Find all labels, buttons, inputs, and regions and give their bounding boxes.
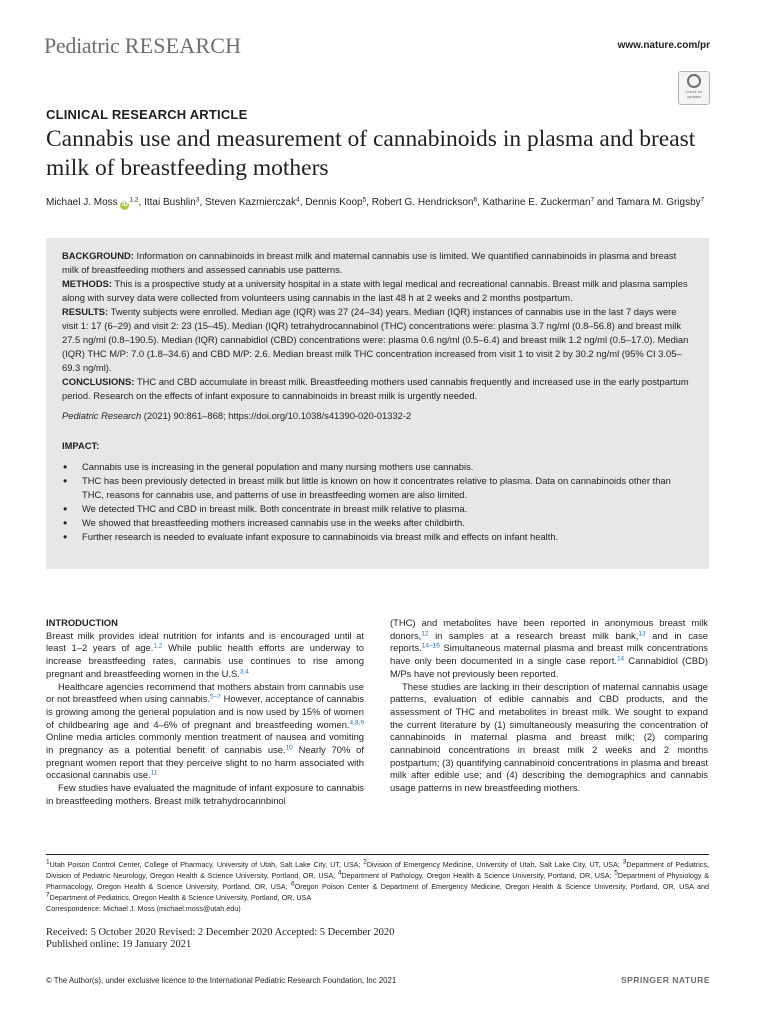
- abstract-results: [62, 305, 694, 375]
- paragraph-text: Breast milk provides ideal nutrition for infants and is encouraged until at least 1–2 years of age.: [46, 629, 364, 654]
- affiliation-text: Department of Pediatrics, Division of Pediatric Neurology, Oregon Health & Science University, Portland, OR, USA;: [46, 860, 709, 880]
- author-affiliation-sup: 7: [700, 196, 705, 204]
- reference-link[interactable]: 11: [150, 769, 158, 777]
- affiliations: [46, 859, 709, 914]
- check-for-updates-label: Check for updates: [685, 89, 703, 99]
- results-text: Twenty subjects were enrolled. Median age (IQR) was 27 (24–34) years. Median (IQR) instances of cannabis use in the last 7 days were visit 1: 17 (6–29) and visit 2: 23 (15–45). Median (IQR) tetrahydrocannabinol (THC) concentrations were: plasma 3.7 ng/ml (0.8–56.8) and breast milk 27.5 ng/ml (0.8–190.5). Median (IQR) cannabidiol (CBD) concentrations were: plasma 0.6 ng/ml (0.5–6.4) and breast milk 1.2 ng/ml (0.5–17.0). Median (IQR) THC M/P: 7.0 (1.8–34.6) and CBD M/P: 2.6. Median breast milk THC concentration increased from visit 1 to visit 2 by 30.2 ng/ml (95% CI 3.05–69.3 ng/ml).: [62, 306, 689, 373]
- paragraph-text: Simultaneous maternal plasma and breast milk concentrations have only been documented in a single case report.: [390, 642, 708, 667]
- paragraph-text: Cannabidiol (CBD) M/Ps have not previously been reported.: [390, 655, 708, 679]
- article-dates: [46, 927, 394, 951]
- abstract-conclusions: [62, 375, 694, 403]
- citation-line: [62, 409, 694, 423]
- intro-paragraph-2: [46, 681, 364, 783]
- impact-heading: IMPACT:: [62, 440, 100, 451]
- author-affiliation-sup: 6: [473, 196, 478, 204]
- dates-published: Published online: 19 January 2021: [46, 939, 192, 950]
- author-name: Dennis Koop: [305, 197, 363, 208]
- citation-journal: Pediatric Research: [62, 410, 142, 421]
- author-affiliation-sup: 5: [362, 196, 367, 204]
- author-affiliation-sup: 1,2: [129, 196, 139, 204]
- article-type: CLINICAL RESEARCH ARTICLE: [46, 107, 248, 122]
- dates-received: Received: 5 October 2020 Revised: 2 December 2020 Accepted: 5 December 2020: [46, 927, 395, 938]
- affiliation-text: Oregon Poison Center & Department of Emergency Medicine, Oregon Health & Science University, Portland, OR, USA and: [294, 882, 709, 891]
- copyright: © The Author(s), under exclusive licence to the International Pediatric Research Foundation, Inc 2021: [46, 976, 397, 985]
- affiliation-text: Utah Poison Control Center, College of Pharmacy, University of Utah, Salt Lake City, UT, USA;: [49, 860, 364, 869]
- affiliation-number: 5: [614, 869, 618, 877]
- intro-paragraph-3: Few studies have evaluated the magnitude of infant exposure to cannabis in breastfeeding mothers. Breast milk tetrahydrocannbinol: [46, 782, 364, 806]
- check-for-updates-badge[interactable]: [678, 71, 710, 105]
- affiliation-number: 3: [622, 858, 627, 866]
- reference-link[interactable]: 4,8,9: [349, 719, 364, 727]
- reference-link[interactable]: 12: [421, 630, 429, 638]
- affiliation-list: [46, 859, 709, 903]
- reference-link[interactable]: 5–7: [210, 693, 221, 701]
- paragraph-text: and in case reports.: [390, 629, 708, 654]
- author-affiliation-sup: 4: [296, 196, 300, 204]
- conclusions-text: THC and CBD accumulate in breast milk. Breastfeeding mothers used cannabis frequently and increased use in the early postpartum period. Research on the effects of infant exposure to cannabinoids in breast milk is urgently needed.: [62, 376, 689, 401]
- impact-item: • Further research is needed to evaluate infant exposure to cannabinoids via breast milk and effects on infant health.: [62, 530, 694, 544]
- reference-link[interactable]: 3,4: [239, 668, 249, 676]
- orcid-icon: iD: [121, 202, 128, 208]
- methods-label: METHODS:: [62, 278, 112, 289]
- paragraph-text: Healthcare agencies recommend that mothers abstain from cannabis use or not breastfeed when using cannabis.: [46, 680, 364, 705]
- intro-paragraph-5: These studies are lacking in their description of maternal cannabis usage patterns, evaluation of edible cannabis and CBD products, and the assessment of THC and metabolites in breast milk. We sought to expand the current literature by (1) simultaneously measuring the concentration of cannabinoids in maternal plasma and breast milk; (2) comparing cannabinoid concentrations in breast milk 2 weeks and 2 months postpartum; (3) quantifying cannabinoid concentrations in plasma and breast milk after edible use; and (4) describing the demographics and cannabis usage patterns in new breastfeeding mothers.: [390, 680, 708, 794]
- paragraph-text: Nearly 70% of pregnant women report that they perceive slight to no harm associated with occasional cannabis use.: [46, 744, 364, 781]
- intro-paragraph-1: [46, 630, 364, 681]
- results-label: RESULTS:: [62, 306, 109, 317]
- journal-name-part2: RESEARCH: [124, 33, 242, 58]
- body-left-column: [46, 617, 364, 808]
- citation-details[interactable]: (2021) 90:861–868; https://doi.org/10.1038/s41390-020-01332-2: [141, 410, 412, 421]
- journal-website-link[interactable]: www.nature.com/pr: [617, 40, 710, 51]
- background-label: BACKGROUND:: [62, 250, 134, 261]
- body-right-column: [390, 617, 708, 795]
- abstract-methods: [62, 277, 694, 305]
- impact-item: • THC has been previously detected in breast milk but little is known on how it concentrates relative to plasma. Data on cannabinoids other than THC, reasons for cannabis use, and patterns of use in breastfeeding women are also limited.: [62, 474, 694, 502]
- affiliation-number: 1: [46, 858, 50, 866]
- impact-list: [62, 460, 694, 544]
- affiliation-text: Department of Pediatrics, Oregon Health & Science University, Portland, OR, USA: [49, 893, 312, 902]
- reference-link[interactable]: 13: [638, 630, 646, 638]
- paragraph-text: While public health efforts are underway to increase breastfeeding rates, cannabis use continues to rise among pregnant and breastfeeding women in the U.S.: [46, 642, 364, 679]
- journal-name-part1: Pediatric: [44, 33, 120, 58]
- author-affiliation-sup: 7: [590, 196, 595, 204]
- affiliation-text: Division of Emergency Medicine, University of Utah, Salt Lake City, UT, USA;: [366, 860, 623, 869]
- author-name: Katharine E. Zuckerman: [482, 197, 591, 208]
- conclusions-label: CONCLUSIONS:: [62, 376, 135, 387]
- footnote-divider: [46, 854, 709, 855]
- author-name: Tamara M. Grigsby: [616, 197, 701, 208]
- intro-paragraph-4: [390, 617, 708, 681]
- article-title: Cannabis use and measurement of cannabinoids in plasma and breast milk of breastfeeding mothers: [46, 126, 696, 181]
- affiliation-number: 2: [363, 858, 367, 866]
- publisher-logo: SPRINGER NATURE: [620, 975, 710, 985]
- methods-text: This is a prospective study at a university hospital in a state with legal medical and recreational cannabis. Breast milk and plasma samples along with survey data were collected from volunteers using cannabis in the last 48 h at 2 weeks and 2 months postpartum.: [62, 278, 688, 303]
- paragraph-text: However, acceptance of cannabis is growing among the general population and is now used by 15% of women of childbearing age and 4–6% of pregnant and breastfeeding women.: [46, 693, 365, 730]
- paragraph-text: (THC) and metabolites have been reported in anonymous breast milk donors,: [390, 617, 708, 641]
- abstract-box: [46, 238, 709, 569]
- background-text: Information on cannabinoids in breast milk and maternal cannabis use is limited. We quantified cannabinoids in plasma and breast milk of breastfeeding mothers and assessed cannabis use patterns.: [62, 250, 677, 275]
- reference-link[interactable]: 14: [616, 655, 625, 663]
- correspondence: Correspondence: Michael J. Moss (michael.moss@utah.edu): [46, 904, 241, 913]
- author-name: Michael J. Moss: [46, 197, 118, 208]
- refresh-icon: [687, 74, 701, 88]
- journal-name: [44, 33, 241, 59]
- abstract-background: [62, 249, 694, 277]
- affiliation-text: Department of Pathology, Oregon Health & Science University, Portland, OR, USA;: [341, 871, 615, 880]
- author-affiliation-sup: 3: [195, 196, 200, 204]
- reference-link[interactable]: 14–16: [421, 642, 440, 650]
- impact-item: • We showed that breastfeeding mothers increased cannabis use in the weeks after childbirth.: [62, 516, 694, 530]
- affiliation-text: Department of Physiology & Pharmacology, Oregon Health & Science University, Portland, OR, USA;: [46, 871, 709, 891]
- author-name: Robert G. Hendrickson: [371, 197, 474, 208]
- impact-item: • Cannabis use is increasing in the general population and many nursing mothers use cannabis.: [62, 460, 694, 474]
- author-list: Michael J. Moss iD$^{1,2}$, Ittai Bushlin$^3$, Steven Kazmierczak$^4$, Dennis Koop$^5$, Robert G. Hendrickson$^6$, Katharine E. Zuckerman$^7$ and Tamara M. Grigsby$^7$: [46, 196, 705, 208]
- affiliation-number: 4: [337, 869, 342, 877]
- impact-item: • We detected THC and CBD in breast milk. Both concentrate in breast milk relative to plasma.: [62, 502, 694, 516]
- paragraph-text: in samples at a research breast milk bank,: [428, 629, 639, 641]
- paragraph-text: Online media articles commonly mention treatment of nausea and vomiting in pregnancy as a potential benefit of cannabis use.: [46, 731, 364, 756]
- reference-link[interactable]: 1,2: [153, 642, 163, 650]
- section-heading-introduction: INTRODUCTION: [46, 617, 118, 628]
- affiliation-number: 6: [291, 880, 295, 888]
- reference-link[interactable]: 10: [285, 744, 293, 752]
- affiliation-number: 7: [46, 891, 50, 899]
- author-name: Ittai Bushlin: [144, 197, 196, 208]
- author-name: Steven Kazmierczak: [204, 197, 297, 208]
